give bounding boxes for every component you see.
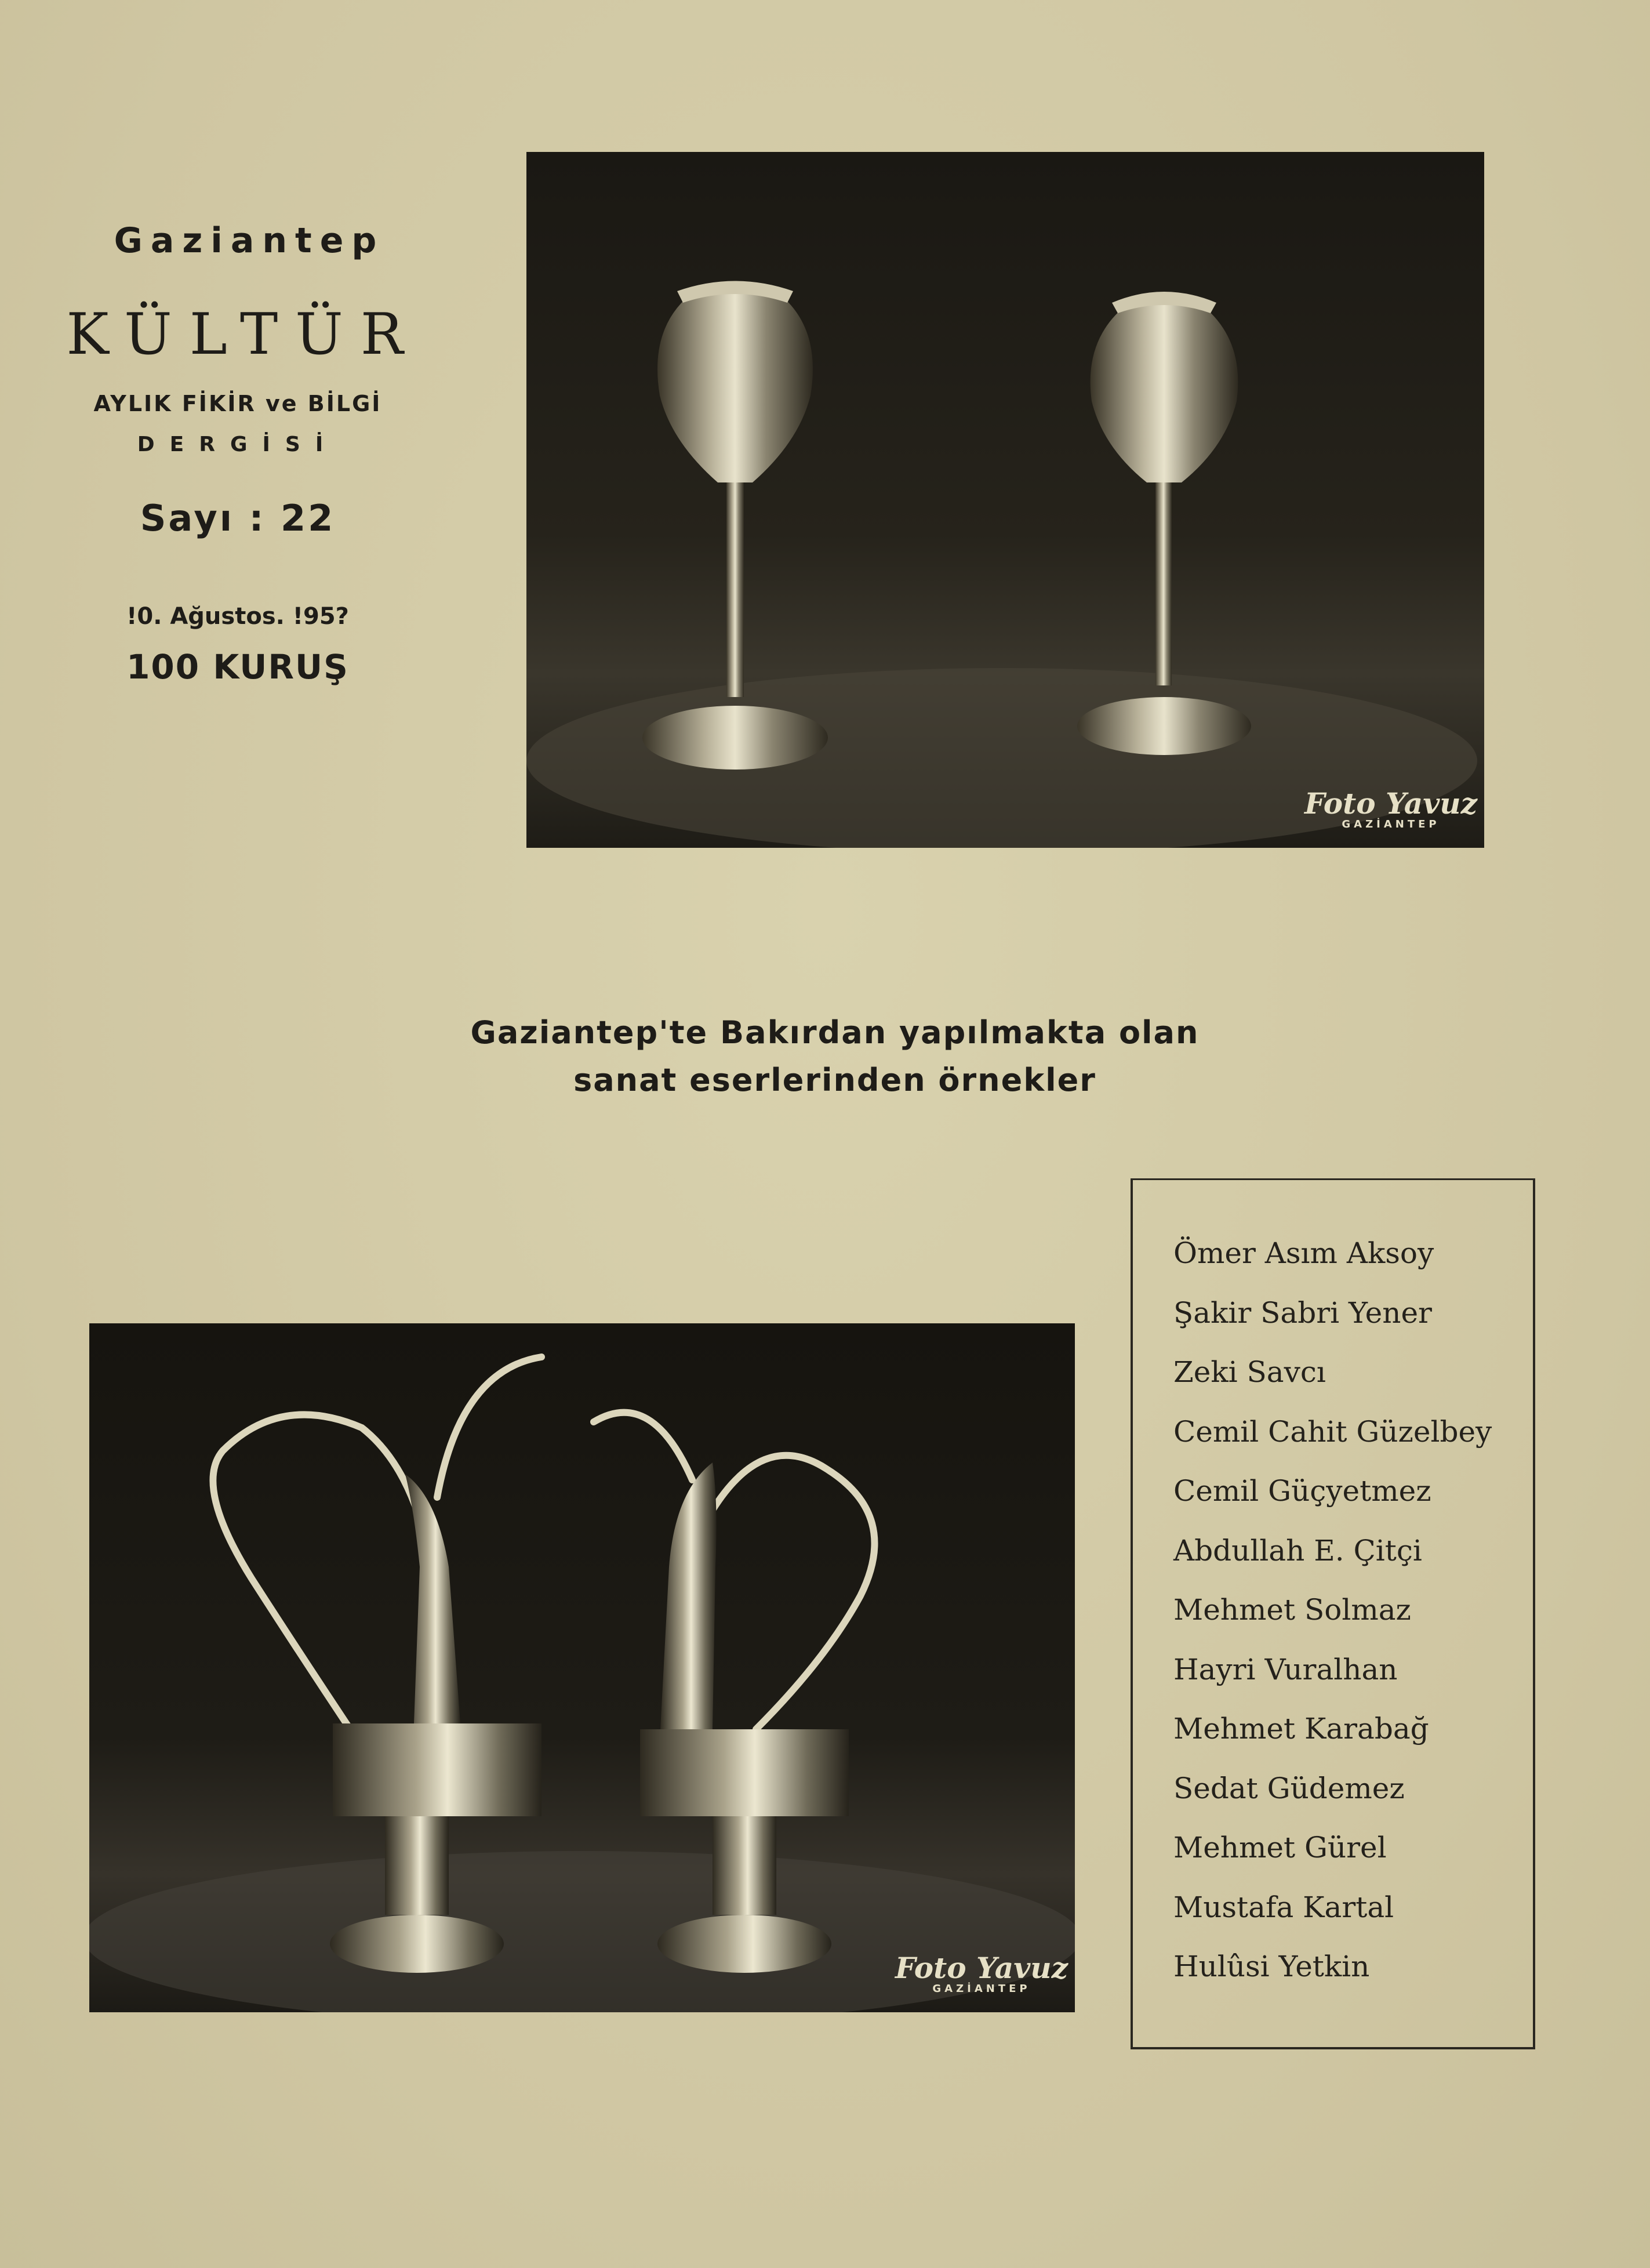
photo-watermark — [1304, 786, 1477, 830]
magazine-title: KÜLTÜR — [66, 302, 421, 368]
staff-member: Hayri Vuralhan — [1173, 1652, 1398, 1686]
staff-list — [1173, 1236, 1492, 2009]
caption-line-2: sanat eserlerinden örnekler — [573, 1062, 1096, 1098]
staff-member: Cemil Cahit Güzelbey — [1173, 1414, 1492, 1449]
issue-price: 100 KURUŞ — [126, 647, 349, 687]
masthead — [35, 220, 441, 687]
watermark-signature: Foto Yavuz — [895, 1951, 1068, 1985]
staff-member: Mehmet Karabağ — [1173, 1712, 1429, 1746]
caption-line-1: Gaziantep'te Bakırdan yapılmakta olan — [470, 1014, 1200, 1051]
staff-member: Ömer Asım Aksoy — [1173, 1236, 1434, 1270]
staff-member: Hulûsi Yetkin — [1173, 1950, 1370, 1983]
editorial-staff-box — [1131, 1178, 1535, 2049]
staff-member: Sedat Güdemez — [1173, 1771, 1405, 1805]
staff-member: Mehmet Solmaz — [1173, 1593, 1411, 1627]
photo-caption — [290, 1009, 1380, 1104]
staff-member: Şakir Sabri Yener — [1173, 1296, 1432, 1330]
staff-member: Mustafa Kartal — [1173, 1890, 1394, 1924]
issue-number: Sayı : 22 — [140, 497, 336, 539]
watermark-city: GAZİANTEP — [1342, 818, 1440, 830]
issue-date: !0. Ağustos. !95? — [126, 603, 349, 630]
magazine-subtitle: AYLIK FİKİR ve BİLGİ — [93, 391, 382, 416]
watermark-city: GAZİANTEP — [932, 1983, 1031, 1995]
magazine-subtitle-2: DERGİSİ — [137, 433, 339, 456]
photo-watermark — [895, 1951, 1068, 1995]
copper-vases-image — [526, 152, 1484, 848]
magazine-city: Gaziantep — [114, 220, 385, 261]
copper-ewers-photo — [89, 1323, 1075, 2012]
staff-member: Abdullah E. Çitçi — [1173, 1533, 1422, 1567]
staff-member: Cemil Güçyetmez — [1173, 1474, 1431, 1508]
watermark-signature: Foto Yavuz — [1304, 786, 1477, 821]
copper-vases-photo — [526, 152, 1484, 848]
staff-member: Zeki Savcı — [1173, 1355, 1326, 1389]
copper-ewers-image — [89, 1323, 1075, 2012]
staff-member: Mehmet Gürel — [1173, 1831, 1387, 1864]
